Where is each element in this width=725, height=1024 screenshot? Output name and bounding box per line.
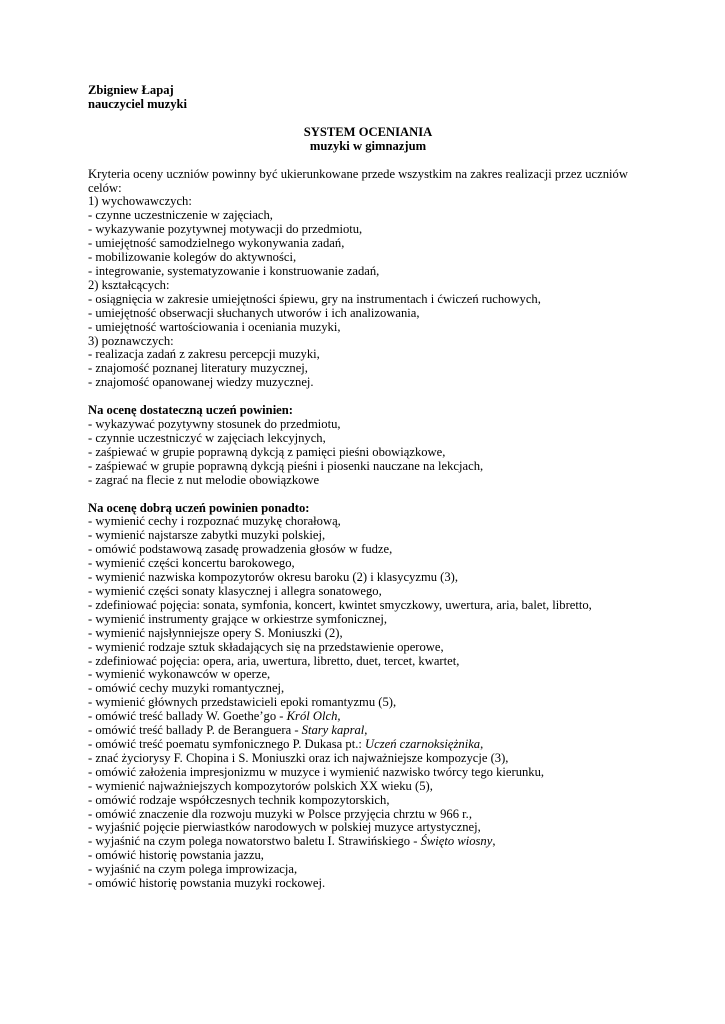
list-item-punctuation: , (492, 834, 496, 849)
list-item: - wymienić wykonawców w operze, (88, 667, 271, 682)
list-item: - zaśpiewać w grupie poprawną dykcją z pamięci pieśni obowiązkowe, (88, 444, 446, 459)
list-item: - wyjaśnić pojęcie pierwiastków narodowych w polskiej muzyce artystycznej, (88, 820, 481, 835)
list-item: - osiągnięcia w zakresie umiejętności śpiewu, gry na instrumentach i ćwiczeń ruchowych, (88, 291, 541, 306)
goal-heading: 2) kształcących: (88, 277, 170, 292)
document-title: SYSTEM OCENIANIA (303, 124, 433, 139)
list-item: - omówić historię powstania jazzu, (88, 848, 264, 863)
goal-list (88, 293, 648, 335)
list-item: - wymienić głównych przedstawicieli epoki romantyzmu (5), (88, 695, 397, 710)
list-item: - wymienić instrumenty grające w orkiestrze symfonicznej, (88, 611, 387, 626)
good-heading: Na ocenę dobrą uczeń powinien ponadto: (88, 500, 310, 515)
goal-heading: 1) wychowawczych: (88, 194, 192, 209)
good-list (88, 515, 648, 890)
list-item: - zagrać na flecie z nut melodie obowiązkowe (88, 472, 320, 487)
list-item: - omówić cechy muzyki romantycznej, (88, 681, 285, 696)
list-item: - czynne uczestniczenie w zajęciach, (88, 208, 273, 223)
list-item: - integrowanie, systematyzowanie i konstruowanie zadań, (88, 263, 380, 278)
list-item-title: Święto wiosny (420, 834, 493, 849)
list-item: - umiejętność samodzielnego wykonywania zadań, (88, 236, 345, 251)
list-item: - umiejętność wartościowania i oceniania muzyki, (88, 319, 341, 334)
list-item: - znajomość poznanej literatury muzycznej, (88, 361, 308, 376)
list-item: - wymienić nazwiska kompozytorów okresu baroku (2) i klasycyzmu (3), (88, 570, 459, 585)
list-item-text: - wyjaśnić na czym polega nowatorstwo baletu I. Strawińskiego - (88, 834, 421, 849)
list-item (88, 710, 648, 724)
list-item: - mobilizowanie kolegów do aktywności, (88, 250, 297, 265)
list-item: - zdefiniować pojęcia: sonata, symfonia, koncert, kwintet smyczkowy, uwertura, aria, balet, libretto, (88, 597, 592, 612)
list-item: - wymienić rodzaje sztuk składających się na przedstawienie operowe, (88, 639, 444, 654)
list-item: - wymienić części sonaty klasycznej i allegra sonatowego, (88, 584, 382, 598)
list-item: - wykazywać pozytywny stosunek do przedmiotu, (88, 417, 341, 432)
intro-paragraph: Kryteria oceny uczniów powinny być ukierunkowane przede wszystkim na zakres realizacji przez uczniów celów: (88, 166, 628, 195)
list-item: - zaśpiewać w grupie poprawną dykcją pieśni i piosenki nauczane na lekcjach, (88, 458, 484, 473)
author-role: nauczyciel muzyki (88, 96, 187, 111)
list-item: - wykazywanie pozytywnej motywacji do przedmiotu, (88, 222, 363, 237)
list-item: - realizacja zadań z zakresu percepcji muzyki, (88, 347, 320, 362)
list-item: - omówić rodzaje współczesnych technik kompozytorskich, (88, 792, 390, 807)
list-item-title: Król Olch, (286, 709, 341, 724)
list-item: - zdefiniować pojęcia: opera, aria, uwertura, libretto, duet, tercet, kwartet, (88, 653, 460, 668)
goals-section (88, 195, 648, 390)
list-item-title: Uczeń czarnoksiężnika (365, 736, 481, 751)
list-item: - czynnie uczestniczyć w zajęciach lekcyjnych, (88, 430, 326, 445)
list-item-title: Stary kapral, (301, 723, 368, 738)
document-page (88, 84, 648, 891)
list-item: - wyjaśnić na czym polega improwizacja, (88, 862, 298, 877)
list-item (88, 738, 648, 752)
list-item: - wymienić najstarsze zabytki muzyki polskiej, (88, 528, 326, 543)
goal-list (88, 209, 648, 279)
list-item: - wymienić części koncertu barokowego, (88, 556, 295, 571)
list-item: - znajomość opanowanej wiedzy muzycznej. (88, 375, 314, 390)
list-item: - wymienić najsłynniejsze opery S. Moniuszki (2), (88, 625, 343, 640)
goal-list (88, 348, 648, 390)
list-item-text: - omówić treść ballady P. de Beranguera - (88, 723, 302, 738)
list-item: - wymienić cechy i rozpoznać muzykę chorałową, (88, 514, 341, 529)
document-subtitle: muzyki w gimnazjum (309, 138, 427, 153)
sufficient-list (88, 418, 648, 488)
list-item: - znać życiorysy F. Chopina i S. Moniuszki oraz ich najważniejsze kompozycje (3), (88, 750, 509, 765)
list-item (88, 724, 648, 738)
sufficient-heading: Na ocenę dostateczną uczeń powinien: (88, 403, 293, 418)
list-item-punctuation: , (480, 736, 484, 751)
list-item: - omówić znaczenie dla rozwoju muzyki w Polsce przyjęcia chrztu w 966 r., (88, 806, 472, 821)
list-item-text: - omówić treść ballady W. Goethe’go - (88, 709, 287, 724)
goal-heading: 3) poznawczych: (88, 333, 174, 348)
list-item: - umiejętność obserwacji słuchanych utworów i ich analizowania, (88, 305, 420, 320)
list-item: - wymienić najważniejszych kompozytorów polskich XX wieku (5), (88, 778, 433, 793)
author-name: Zbigniew Łapaj (88, 83, 174, 97)
list-item (88, 835, 648, 849)
list-item: - omówić historię powstania muzyki rockowej. (88, 876, 326, 891)
list-item: - omówić założenia impresjonizmu w muzyce i wymienić nazwisko twórcy tego kierunku, (88, 764, 545, 779)
list-item-text: - omówić treść poematu symfonicznego P. Dukasa pt.: (88, 736, 366, 751)
list-item: - omówić podstawową zasadę prowadzenia głosów w fudze, (88, 542, 393, 557)
